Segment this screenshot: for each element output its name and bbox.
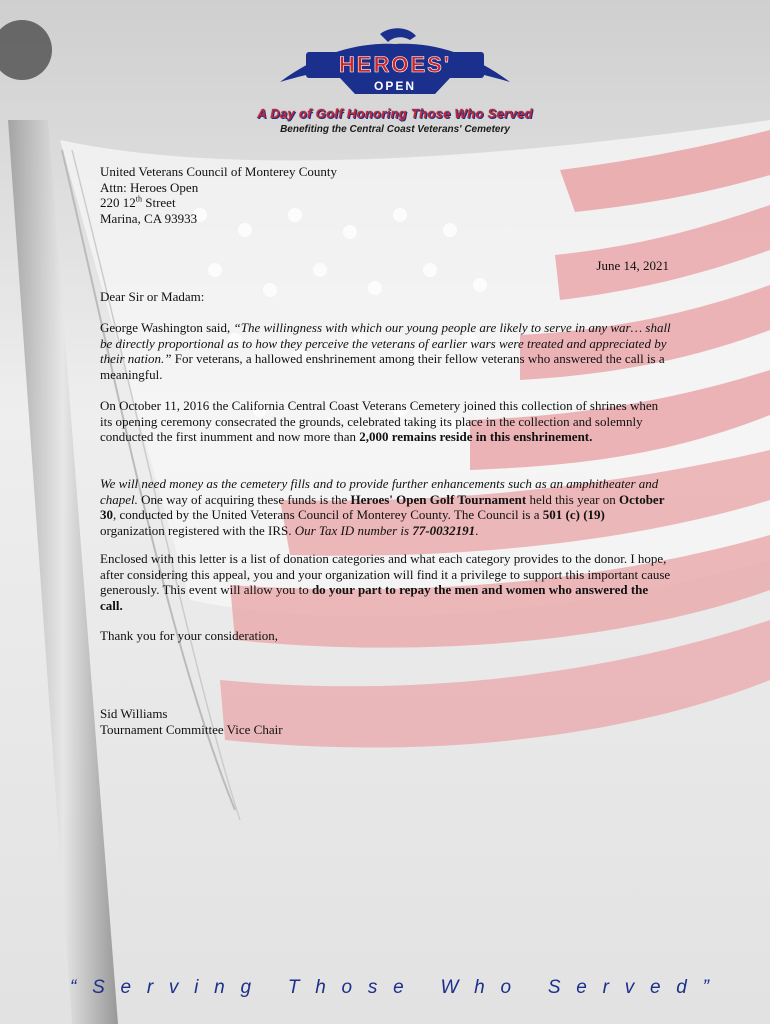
signer-name: Sid Williams <box>100 706 168 721</box>
address-line: 220 12th Street <box>100 194 176 210</box>
recipient-address <box>100 164 672 226</box>
address-line: Marina, CA 93933 <box>100 210 198 226</box>
salutation: Dear Sir or Madam: <box>100 289 205 304</box>
paragraph-2: On October 11, 2016 the California Central Coast Veterans Cemetery joined this collection of shrines when its opening ceremony consecrated the grounds, celebrated taking its place in the collection and solemnly conducted the first inumment and now more than 2,000 remains reside in this enshrinement. <box>100 398 659 444</box>
address-line: Attn: Heroes Open <box>100 179 199 195</box>
address-line: United Veterans Council of Monterey County <box>100 164 337 179</box>
footer-motto: “ S e r v i n g T h o s e W h o S e r v e d ” <box>70 977 710 998</box>
signer-title: Tournament Committee Vice Chair <box>100 721 283 737</box>
tagline: A Day of Golf Honoring Those Who Served <box>257 106 533 121</box>
paragraph-4: Enclosed with this letter is a list of donation categories and what each category provides to the donor. I hope, after considering this appeal, you and your organization will find it a privilege to support this important cause generously. This event will allow you to do your part to repay the men and women who answered the call. <box>100 551 671 613</box>
signature-block <box>100 706 672 737</box>
subtagline: Benefiting the Central Coast Veterans' Cemetery <box>280 124 510 135</box>
letter-date: June 14, 2021 <box>596 258 669 273</box>
paragraph-1: George Washington said, “The willingness with which our young people are likely to serve in any war… shall be directly proportional as to how they perceive the veterans of earlier wars were treated and appreciated by their nation.” For veterans, a hallowed enshrinement among their fellow veterans who answered the call is a meaningful. <box>100 320 671 382</box>
logo-subtitle: OPEN <box>373 79 417 93</box>
closing: Thank you for your consideration, <box>100 628 278 643</box>
logo-title: HEROES' <box>338 52 452 77</box>
paragraph-3: We will need money as the cemetery fills and to provide further enhancements such as an amphitheater and chapel. One way of acquiring these funds is the Heroes' Open Golf Tournament held this year on October 30, conducted by the United Veterans Council of Monterey County. The Council is a 501 (c) (19) organization registered with the IRS. Our Tax ID number is 77-0032191. <box>100 476 665 538</box>
